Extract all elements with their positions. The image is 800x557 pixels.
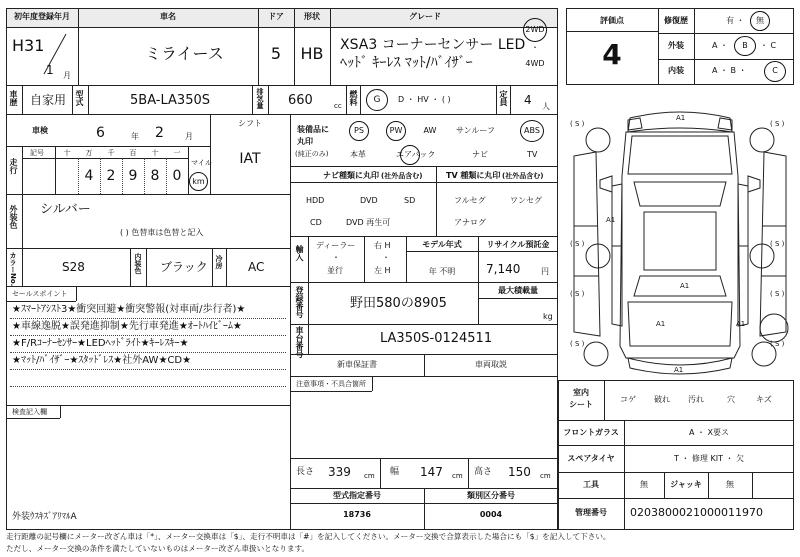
- tools-value: 無: [640, 480, 648, 489]
- equip-ps: PS: [354, 126, 364, 135]
- grade-label: グレード: [409, 12, 441, 21]
- model-label: 型式: [75, 90, 84, 106]
- first-reg-era: H31: [12, 36, 45, 55]
- int-c: C: [772, 66, 778, 75]
- color-note: ( ) 色替車は色替と記入: [120, 228, 204, 237]
- spare-label: スペアタイヤ: [567, 454, 615, 463]
- tv-fullseg: フルセグ: [454, 196, 486, 205]
- max-load-label: 最大積載量: [498, 286, 538, 295]
- chassis-value: LA350S-0124511: [380, 331, 493, 346]
- navi-dvd: DVD: [360, 196, 378, 205]
- height-value: 150: [508, 465, 531, 479]
- windshield-value: A ・ X要ス: [688, 428, 730, 437]
- inspection-month-unit: 月: [185, 132, 193, 141]
- import-right-h: 右 H: [374, 241, 391, 250]
- shape-value: HB: [300, 44, 324, 63]
- import-dealer: ディーラー: [316, 241, 356, 250]
- s-mark: ( S ): [770, 340, 785, 348]
- s-mark: ( S ): [570, 290, 585, 298]
- mileage-kigo: 記号: [30, 149, 44, 157]
- spare-value: T ・ 修理 KIT ・ 欠: [673, 454, 745, 463]
- control-value: 0203800021000011970: [630, 506, 763, 519]
- grade-line1: XSA3 コーナーセンサー LED: [340, 37, 526, 53]
- mileage-head-2: 万: [85, 149, 93, 157]
- sales-point-line: ★ｽﾏｰﾄｱｼｽﾄ3★衝突回避★衝突警報(対車両/歩行者)★: [12, 304, 246, 315]
- shift-value: IAT: [239, 151, 261, 167]
- equipment-label-note: (純正のみ): [295, 150, 329, 158]
- car-diagram: [566, 96, 794, 378]
- ext-c: ・ C: [760, 41, 777, 50]
- mileage-digit: 8: [150, 168, 160, 184]
- disp-label: 排気量: [256, 88, 264, 109]
- seat-burn: コゲ: [620, 395, 636, 404]
- tv-oneseg: ワンセグ: [510, 196, 542, 205]
- fuel-g: G: [373, 95, 381, 105]
- windshield-label: フロントガラス: [563, 428, 619, 437]
- disp-value: 660: [288, 93, 313, 108]
- score-value: 4: [602, 38, 622, 71]
- chassis-label: 車台番号: [295, 326, 304, 358]
- first-reg-label: 初年度登録年月: [14, 12, 70, 21]
- inspector-value: 外装ｳｽｷｽﾞｱﾘﾏﾙA: [12, 512, 77, 522]
- sales-point-line: ★F/Rｺｰﾅｰｾﾝｻｰ★LEDﾍｯﾄﾞﾗｲﾄ★ｷｰﾚｽｷｰ★: [12, 338, 189, 349]
- seat-tear: 破れ: [654, 395, 670, 404]
- capacity-label: 定員: [499, 90, 508, 106]
- model-year-value: 年 不明: [428, 267, 456, 276]
- int-label: 内装: [668, 66, 684, 75]
- sales-point-line: ★車線逸脱★誤発進抑制★先行車発進★ｵｰﾄﾊｲﾋﾞｰﾑ★: [12, 321, 242, 332]
- car-name-label: 車名: [160, 12, 176, 21]
- color-value: シルバー: [40, 202, 91, 217]
- seat-label-2: シート: [569, 400, 593, 409]
- height-label: 高さ: [474, 467, 493, 477]
- a1-mark: A1: [736, 320, 746, 328]
- car-name-value: ミライース: [145, 44, 224, 63]
- mileage-head-4: 百: [129, 149, 137, 157]
- inspection-year-unit: 年: [131, 132, 139, 141]
- repair-options: 有 ・: [726, 16, 745, 25]
- capacity-unit: 人: [542, 102, 550, 111]
- max-load-unit: kg: [543, 312, 553, 321]
- a1-mark: A1: [606, 216, 616, 224]
- import-left-h: 左 H: [374, 266, 391, 275]
- navi-cd: CD: [310, 218, 322, 227]
- a1-mark: A1: [680, 282, 690, 290]
- sales-points-label: セールスポイント: [12, 290, 68, 298]
- ext-b: B: [742, 41, 748, 50]
- control-label: 管理番号: [575, 508, 607, 517]
- first-reg-month-unit: 月: [63, 71, 71, 80]
- seat-hole: 穴: [727, 395, 735, 404]
- use-value: 自家用: [30, 93, 67, 107]
- notes-label: 注意事項・不具合箇所: [296, 380, 366, 388]
- equip-abs: ABS: [524, 126, 540, 135]
- inspection-year: 6: [96, 125, 105, 141]
- inspection-month: 2: [155, 125, 164, 141]
- footer-line2: ただし、メーター交換の条件を満たしていないものはメーター改ざん車扱いとなります。: [6, 544, 310, 553]
- recycle-label: リサイクル預託金: [486, 240, 550, 249]
- s-mark: ( S ): [570, 340, 585, 348]
- repair-none: 無: [756, 16, 764, 25]
- mileage-head-1: 十: [63, 149, 71, 157]
- mileage-unit-mile: マイル: [191, 159, 212, 167]
- ac-value: AC: [248, 260, 265, 274]
- ext-label: 外装: [668, 41, 684, 50]
- equip-navi: ナビ: [472, 150, 488, 159]
- model-year-label: モデル年式: [422, 240, 462, 249]
- equip-aw: AW: [423, 126, 437, 135]
- drive-2wd: 2WD: [525, 25, 545, 34]
- int-ab: A ・ B ・: [712, 66, 747, 75]
- equip-airbag: エアバック: [396, 150, 436, 159]
- mileage-digit: 2: [106, 168, 116, 184]
- drive-dot: ・: [531, 43, 539, 52]
- capacity-value: 4: [524, 93, 532, 107]
- equipment-label: 装備品に: [297, 125, 329, 134]
- class-no-value: 0004: [479, 510, 503, 519]
- warranty-new-label: 新車保証書: [337, 360, 377, 369]
- doors-label: ドア: [268, 12, 284, 21]
- fuel-rest: D ・ HV ・ ( ): [398, 95, 451, 104]
- seat-label: 室内: [573, 388, 589, 397]
- width-label: 幅: [390, 467, 400, 477]
- doors-value: 5: [270, 44, 282, 63]
- warranty-manual-label: 車両取説: [475, 360, 507, 369]
- footer-line1: 走行距離の記号欄にメーター改ざん車は「*」、メーター交換車は「$」、走行不明車は「#」を記入してください。メーター交換で合算表示した場合にも「$」を記入して下さい。: [6, 532, 611, 541]
- ac-label: 冷房: [215, 255, 223, 269]
- a1-mark: A1: [656, 320, 666, 328]
- repair-label: 修復歴: [664, 16, 688, 25]
- inspector-label: 検査記入欄: [12, 408, 47, 416]
- mileage-head-5: 十: [151, 149, 159, 157]
- ext-a: A ・: [712, 41, 729, 50]
- sales-point-line: ★ﾏｯﾄ/ﾊﾞｲｻﾞｰ★ｽﾀｯﾄﾞﾚｽ★社外AW★CD★: [12, 355, 192, 366]
- navi-dvd-play: DVD 再生可: [346, 218, 391, 227]
- navi-hdd: HDD: [306, 196, 325, 205]
- inspection-label: 車検: [32, 126, 48, 135]
- mileage-head-6: 一: [173, 149, 181, 157]
- disp-unit: cc: [334, 102, 342, 110]
- mileage-digit: 4: [84, 168, 94, 184]
- s-mark: ( S ): [570, 240, 585, 248]
- color-no-label: カラーNo.: [9, 252, 17, 287]
- s-mark: ( S ): [770, 290, 785, 298]
- tv-title-note: (社外品含む): [502, 172, 544, 180]
- navi-title: ナビ種類に丸印: [323, 171, 379, 180]
- seat-scratch: キズ: [756, 395, 772, 404]
- type-no-value: 18736: [343, 510, 371, 519]
- grade-line2: ﾍｯﾄﾞ ｷｰﾚｽ ﾏｯﾄ/ﾊﾞｲｻﾞｰ: [340, 55, 473, 71]
- width-value: 147: [420, 465, 443, 479]
- length-unit: cm: [364, 472, 375, 480]
- tv-title: TV 種類に丸印: [446, 171, 501, 180]
- color-label: 外装色: [9, 205, 18, 229]
- shift-label: シフト: [238, 119, 262, 128]
- a1-mark: A1: [676, 114, 686, 122]
- first-reg-month: 1: [46, 63, 54, 77]
- length-value: 339: [328, 465, 351, 479]
- mileage-digit: 0: [172, 168, 182, 184]
- a1-mark: A1: [674, 366, 684, 374]
- equip-pw: PW: [389, 126, 403, 135]
- height-unit: cm: [540, 472, 551, 480]
- equip-leather: 本革: [350, 150, 366, 159]
- jack-value: 無: [726, 480, 734, 489]
- score-label: 評価点: [600, 16, 624, 25]
- recycle-unit: 円: [541, 267, 549, 276]
- interior-color-value: ブラック: [160, 260, 208, 274]
- fuel-label: 燃料: [349, 90, 358, 106]
- s-mark: ( S ): [570, 120, 585, 128]
- model-value: 5BA-LA350S: [130, 93, 210, 108]
- equip-sunroof: サンルーフ: [456, 126, 495, 135]
- first-reg-slash: [40, 32, 70, 76]
- jack-label: ジャッキ: [670, 480, 702, 489]
- import-label: 輸入: [295, 245, 304, 261]
- shape-label: 形状: [304, 12, 320, 21]
- navi-sd: SD: [404, 196, 416, 205]
- recycle-value: 7,140: [486, 262, 521, 276]
- tv-analog: アナログ: [454, 218, 486, 227]
- width-unit: cm: [452, 472, 463, 480]
- class-no-label: 類別区分番号: [467, 491, 515, 500]
- color-no-value: S28: [62, 260, 85, 274]
- mileage-digit: 9: [128, 168, 138, 184]
- equipment-label-maru: 丸印: [297, 137, 313, 146]
- registration-label: 登録番号: [295, 286, 304, 318]
- tools-label: 工具: [583, 480, 599, 489]
- type-no-label: 型式指定番号: [333, 491, 381, 500]
- drive-4wd: 4WD: [525, 59, 545, 68]
- mileage-head-3: 千: [107, 149, 115, 157]
- s-mark: ( S ): [770, 240, 785, 248]
- import-dot2: ・: [382, 253, 390, 262]
- mileage-label: 走行: [9, 158, 18, 174]
- interior-color-label: 内装色: [134, 253, 142, 274]
- use-label: 車歴: [9, 90, 18, 106]
- length-label: 長さ: [296, 467, 315, 477]
- import-parallel: 並行: [327, 266, 343, 275]
- s-mark: ( S ): [770, 120, 785, 128]
- navi-title-note: (社外品含む): [381, 172, 423, 180]
- registration-value: 野田580の8905: [350, 296, 447, 311]
- seat-stain: 汚れ: [688, 395, 704, 404]
- equip-tv: TV: [527, 150, 538, 159]
- import-dot: ・: [332, 253, 340, 262]
- mileage-unit-km: km: [192, 177, 205, 186]
